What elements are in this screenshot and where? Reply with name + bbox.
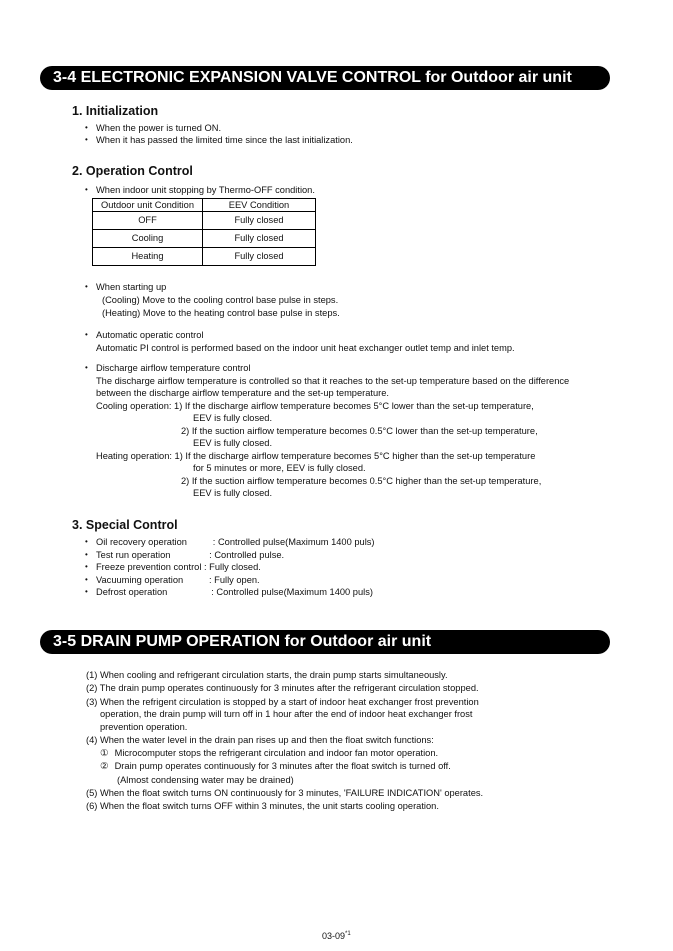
drain-line-2: (2) The drain pump operates continuously for 3 minutes after the refrigerant circulation stopped.: [86, 683, 479, 693]
starting-up-bullet: • When starting up: [96, 281, 166, 293]
drain-line-4-2b: (Almost condensing water may be drained): [117, 775, 294, 785]
discharge-bullet: • Discharge airflow temperature control: [96, 362, 251, 374]
table-header-row: [93, 199, 316, 212]
circled-one-marker: ①: [100, 748, 109, 758]
starting-up-cooling: (Cooling) Move to the cooling control base pulse in steps.: [102, 295, 339, 305]
page-number-text: 03-09: [322, 931, 346, 941]
drain-line-6: (6) When the float switch turns OFF within 3 minutes, the unit starts cooling operation.: [86, 801, 439, 811]
table-cell: Fully closed: [203, 212, 316, 230]
table-header-cell: Outdoor unit Condition: [93, 199, 203, 212]
circled-two-marker: ②: [100, 761, 109, 771]
discharge-line-2: between the discharge airflow temperature and the set-up temperature.: [96, 388, 390, 398]
table-cell: Cooling: [93, 230, 203, 248]
page-number-superscript: *1: [345, 931, 351, 937]
table-cell: Heating: [93, 248, 203, 266]
discharge-cooling-2b: EEV is fully closed.: [193, 438, 273, 448]
starting-up-heating: (Heating) Move to the heating control base pulse in steps.: [102, 308, 340, 318]
eev-condition-table: [92, 198, 316, 266]
table-row: [93, 230, 316, 248]
drain-line-4-2: [100, 760, 451, 772]
table-cell: OFF: [93, 212, 203, 230]
discharge-heating-2b: EEV is fully closed.: [193, 488, 273, 498]
special-item: • Freeze prevention control : Fully closed.: [96, 561, 261, 573]
section-3-4-banner: 3-4 ELECTRONIC EXPANSION VALVE CONTROL for Outdoor air unit: [40, 66, 610, 90]
drain-line-4: (4) When the water level in the drain pan rises up and then the float switch functions:: [86, 735, 434, 745]
init-bullet-1: • When the power is turned ON.: [96, 122, 221, 134]
thermo-off-bullet: • When indoor unit stopping by Thermo-OFF condition.: [96, 184, 315, 196]
operation-control-heading: 2. Operation Control: [72, 164, 193, 178]
special-item: • Oil recovery operation : Controlled pulse(Maximum 1400 puls): [96, 536, 375, 548]
init-bullet-2: • When it has passed the limited time since the last initialization.: [96, 134, 353, 146]
table-cell: Fully closed: [203, 230, 316, 248]
table-header-cell: EEV Condition: [203, 199, 316, 212]
discharge-line-1: The discharge airflow temperature is controlled so that it reaches to the set-up temperature based on the difference: [96, 376, 570, 386]
discharge-cooling-1b: EEV is fully closed.: [193, 413, 273, 423]
special-item: • Vacuuming operation : Fully open.: [96, 574, 260, 586]
table-row: [93, 248, 316, 266]
drain-line-3c: prevention operation.: [100, 722, 188, 732]
table-row: [93, 212, 316, 230]
special-item: • Test run operation : Controlled pulse.: [96, 549, 284, 561]
drain-line-3a: (3) When the refrigent circulation is stopped by a start of indoor heat exchanger frost prevention: [86, 697, 479, 707]
automatic-bullet: • Automatic operatic control: [96, 329, 203, 341]
drain-line-3b: operation, the drain pump will turn off in 1 hour after the end of indoor heat exchanger frost: [100, 709, 473, 719]
discharge-cooling-1: Cooling operation: 1) If the discharge airflow temperature becomes 5°C lower than the set-up temperature,: [96, 401, 534, 411]
special-item: • Defrost operation : Controlled pulse(Maximum 1400 puls): [96, 586, 373, 598]
automatic-text: Automatic PI control is performed based on the indoor unit heat exchanger outlet temp and inlet temp.: [96, 343, 515, 353]
section-3-5-banner: 3-5 DRAIN PUMP OPERATION for Outdoor air unit: [40, 630, 610, 654]
drain-line-4-1: [100, 747, 438, 759]
drain-line-4-1-text: Microcomputer stops the refrigerant circulation and indoor fan motor operation.: [114, 748, 439, 758]
discharge-heating-1: Heating operation: 1) If the discharge airflow temperature becomes 5°C higher than the set-up temperature: [96, 451, 536, 461]
discharge-cooling-2: 2) If the suction airflow temperature becomes 0.5°C lower than the set-up temperature,: [181, 426, 538, 436]
drain-line-5: (5) When the float switch turns ON continuously for 3 minutes, 'FAILURE INDICATION' operates.: [86, 788, 484, 798]
drain-line-4-2-text: Drain pump operates continuously for 3 minutes after the float switch is turned off.: [114, 761, 451, 771]
special-control-heading: 3. Special Control: [72, 518, 178, 532]
page-number: [322, 931, 351, 941]
discharge-heating-1b: for 5 minutes or more, EEV is fully closed.: [193, 463, 366, 473]
table-cell: Fully closed: [203, 248, 316, 266]
initialization-heading: 1. Initialization: [72, 104, 159, 118]
discharge-heating-2: 2) If the suction airflow temperature becomes 0.5°C higher than the set-up temperature,: [181, 476, 542, 486]
drain-line-1: (1) When cooling and refrigerant circulation starts, the drain pump starts simultaneously.: [86, 670, 448, 680]
